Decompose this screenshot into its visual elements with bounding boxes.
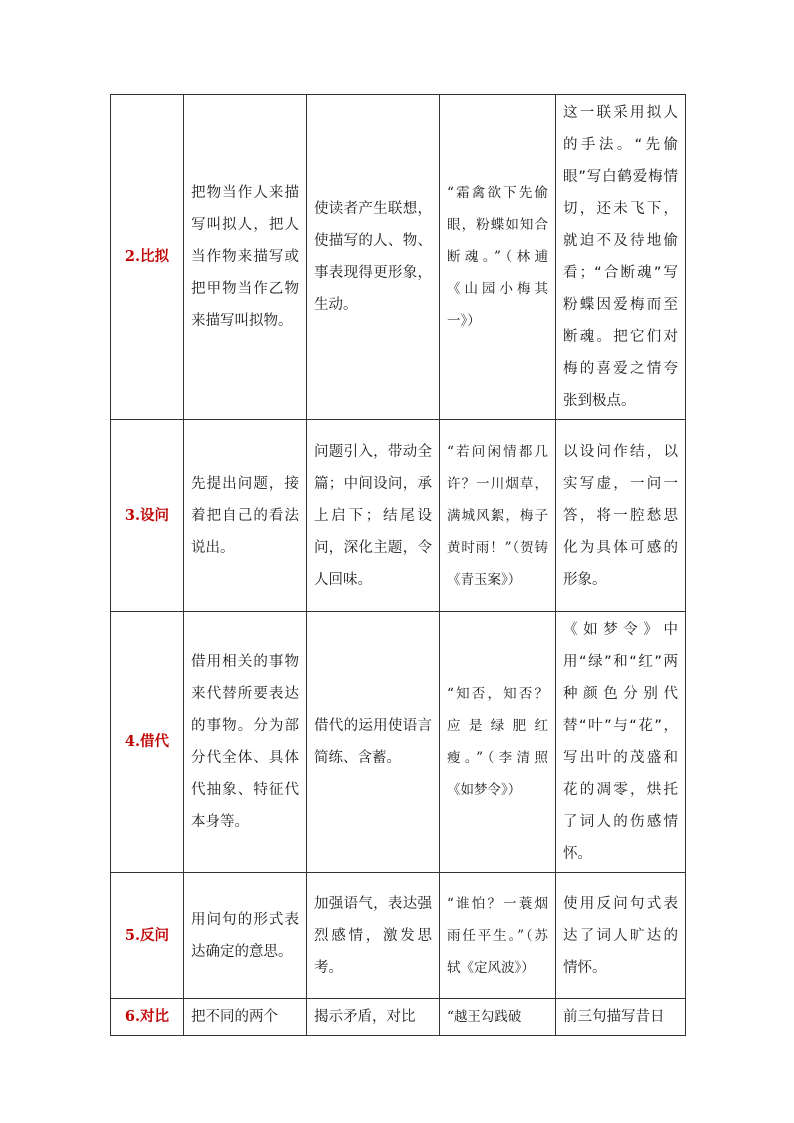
table-row bbox=[111, 420, 686, 612]
device-name: 5.反问 bbox=[111, 873, 184, 999]
device-example: “谁怕？一蓑烟雨任平生。”（苏轼《定风波》） bbox=[440, 873, 556, 999]
table-row bbox=[111, 873, 686, 999]
device-effect: 问题引入，带动全篇；中间设问，承上启下；结尾设问，深化主题，令人回味。 bbox=[307, 420, 440, 612]
device-name: 4.借代 bbox=[111, 612, 184, 873]
device-analysis: 前三句描写昔日 bbox=[556, 999, 686, 1036]
device-name: 6.对比 bbox=[111, 999, 184, 1036]
device-definition: 借用相关的事物来代替所要表达的事物。分为部分代全体、具体代抽象、特征代本身等。 bbox=[184, 612, 307, 873]
device-example: “霜禽欲下先偷眼，粉蝶如知合断魂。”（林逋《山园小梅其一》） bbox=[440, 95, 556, 420]
device-analysis: 使用反问句式表达了词人旷达的情怀。 bbox=[556, 873, 686, 999]
device-name: 3.设问 bbox=[111, 420, 184, 612]
device-definition: 把物当作人来描写叫拟人，把人当作物来描写或把甲物当作乙物来描写叫拟物。 bbox=[184, 95, 307, 420]
device-analysis: 这一联采用拟人的手法。“先偷眼”写白鹤爱梅情切，还未飞下，就迫不及待地偷看；“合断魂”写粉蝶因爱梅而至断魂。把它们对梅的喜爱之情夸张到极点。 bbox=[556, 95, 686, 420]
device-definition: 先提出问题，接着把自己的看法说出。 bbox=[184, 420, 307, 612]
device-effect: 揭示矛盾，对比 bbox=[307, 999, 440, 1036]
device-effect: 借代的运用使语言简练、含蓄。 bbox=[307, 612, 440, 873]
device-name: 2.比拟 bbox=[111, 95, 184, 420]
rhetoric-table bbox=[110, 94, 686, 1036]
device-example: “若问闲情都几许？一川烟草，满城风絮，梅子黄时雨！”（贺铸《青玉案》） bbox=[440, 420, 556, 612]
device-definition: 用问句的形式表达确定的意思。 bbox=[184, 873, 307, 999]
table-row bbox=[111, 999, 686, 1036]
device-analysis: 以设问作结，以实写虚，一问一答，将一腔愁思化为具体可感的形象。 bbox=[556, 420, 686, 612]
device-effect: 使读者产生联想，使描写的人、物、事表现得更形象，生动。 bbox=[307, 95, 440, 420]
device-analysis: 《如梦令》中用“绿”和“红”两种颜色分别代替“叶”与“花”，写出叶的茂盛和花的凋零，烘托了词人的伤感情怀。 bbox=[556, 612, 686, 873]
table-row bbox=[111, 612, 686, 873]
device-example: “越王勾践破 bbox=[440, 999, 556, 1036]
device-definition: 把不同的两个 bbox=[184, 999, 307, 1036]
device-effect: 加强语气，表达强烈感情，激发思考。 bbox=[307, 873, 440, 999]
device-example: “知否，知否？应是绿肥红瘦。”（李清照《如梦令》） bbox=[440, 612, 556, 873]
table-row bbox=[111, 95, 686, 420]
